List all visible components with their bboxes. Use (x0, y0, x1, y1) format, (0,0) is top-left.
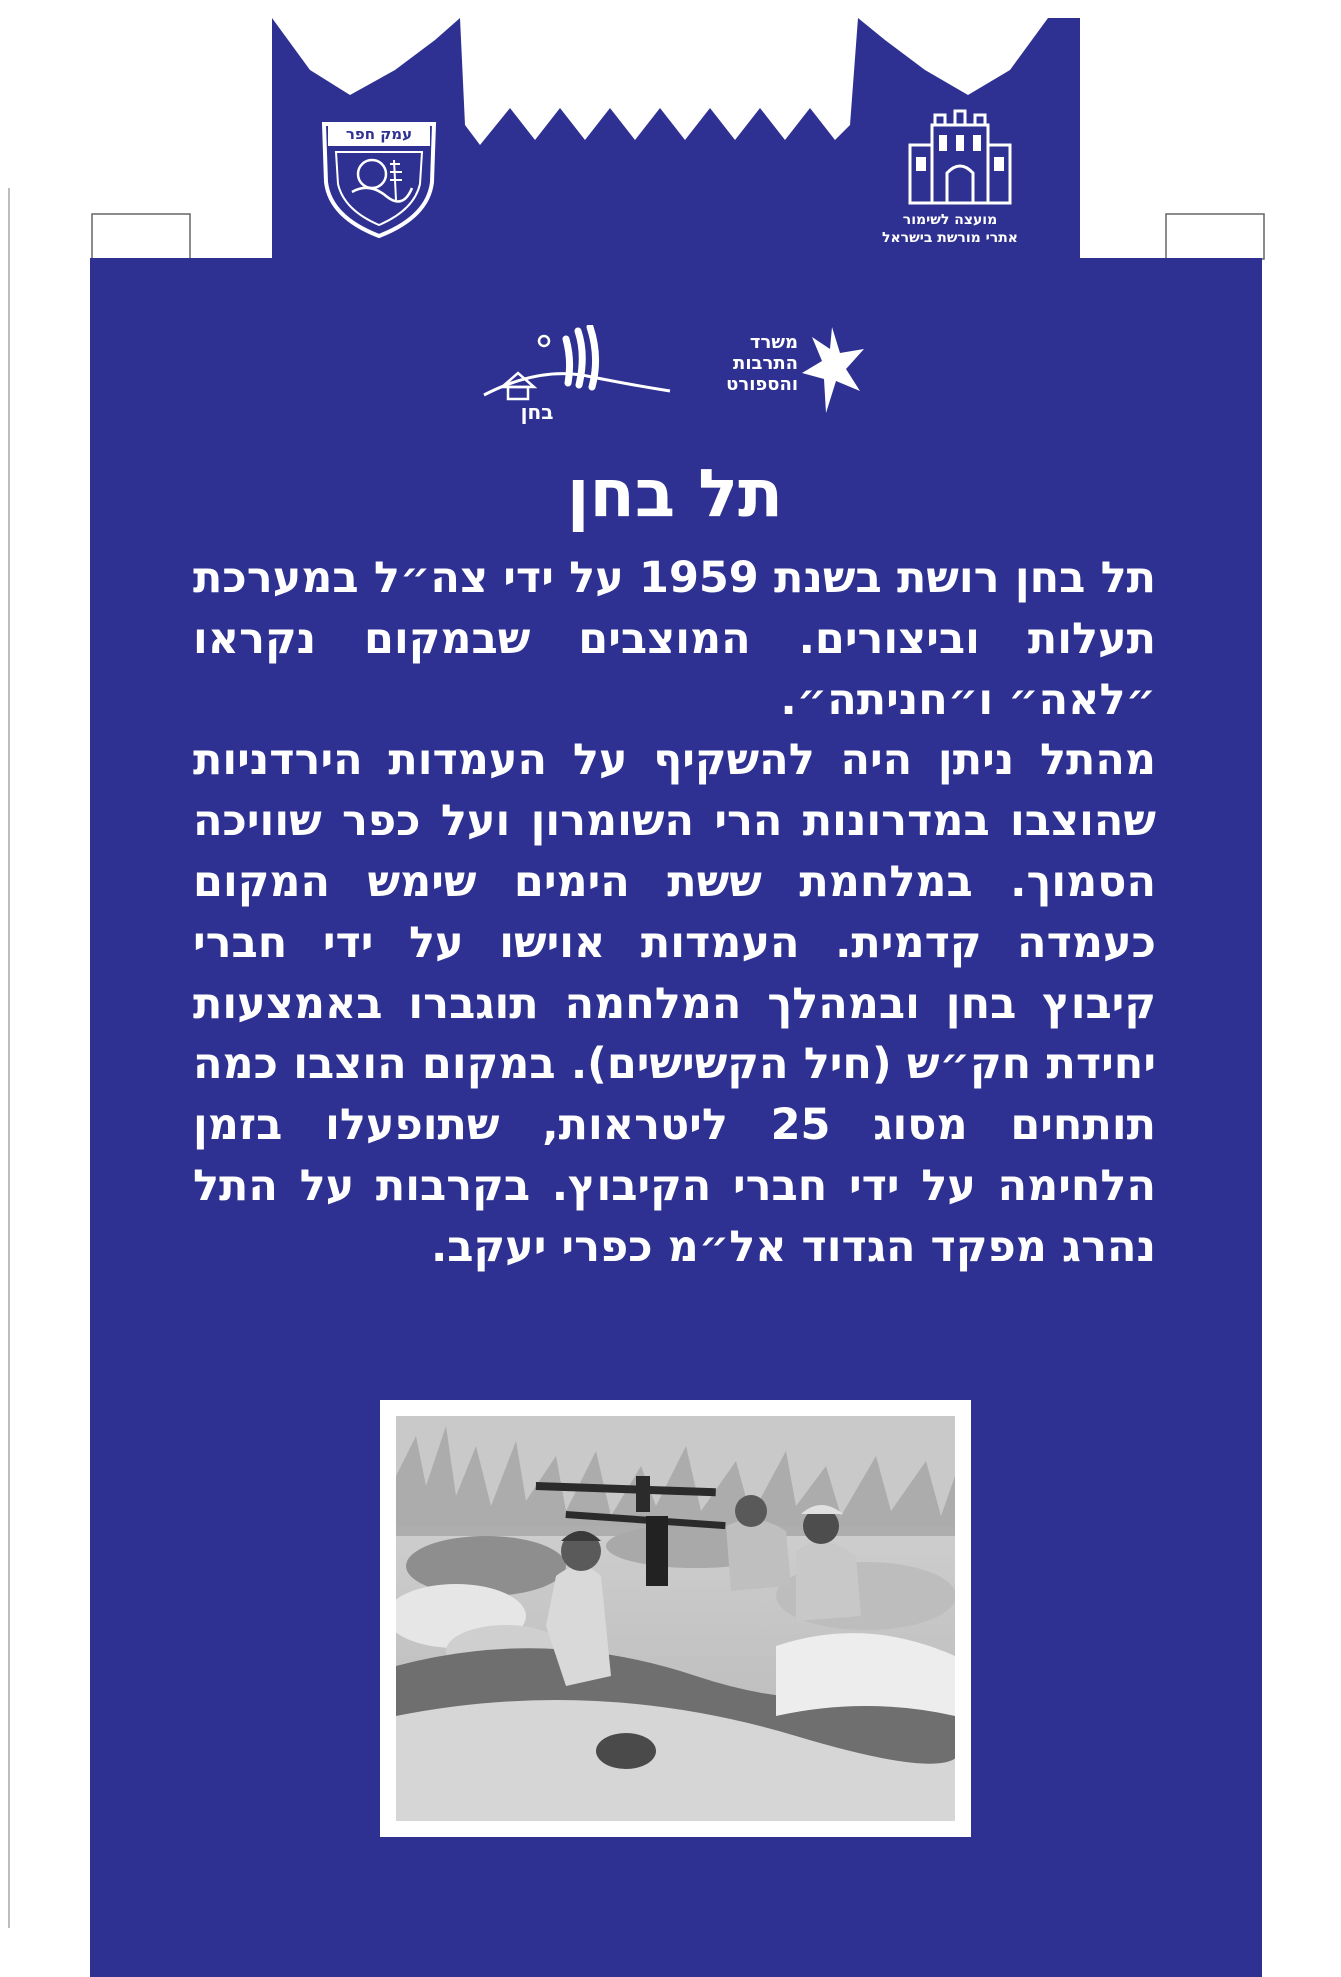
emblem-label: עמק חפר (345, 125, 413, 143)
sign-body (193, 548, 1156, 1278)
sign-title: תל בחן (566, 455, 784, 532)
regional-council-emblem (314, 112, 444, 242)
heritage-caption-1: מועצה לשימור (902, 212, 998, 228)
star-icon (802, 323, 864, 415)
ministry-line-2: התרבות (733, 353, 798, 374)
ministry-line-3: והספורט (726, 374, 798, 395)
historic-photo-soldiers-in-trench-icon (396, 1416, 955, 1821)
village-logo (482, 325, 672, 424)
heritage-caption-2: אתרי מורשת בישראל (882, 230, 1018, 246)
village-logo-label: בחן (520, 400, 554, 424)
ministry-line-1: משרד (749, 332, 798, 353)
heritage-building-icon (905, 105, 1015, 205)
heritage-council-logo (882, 105, 1018, 246)
historic-photo-frame (380, 1400, 971, 1837)
paragraph-1: תל בחן רושת בשנת 1959 על ידי צה״ל במערכת תעלות וביצורים. המוצבים שבמקום נקראו ״לאה״ ו״חניתה״. (193, 553, 1156, 725)
paragraph-2: מהתל ניתן היה להשקיף על העמדות הירדניות שהוצבו במדרונות הרי השומרון ועל כפר שוויכה הסמוך. במלחמת ששת הימים שימש המקום כעמדה קדמית. העמדות אוישו על ידי חברי קיבוץ בחן ובמהלך המלחמה תוגברו באמצעות יחידת חק״ש (חיל הקשישים). במקום הוצבו כמה תותחים מסוג 25 ליטראות, שתופעלו בזמן הלחימה על ידי חברי הקיבוץ. בקרבות על התל נהרג מפקד הגדוד אל״מ כפרי יעקב. (193, 735, 1156, 1272)
